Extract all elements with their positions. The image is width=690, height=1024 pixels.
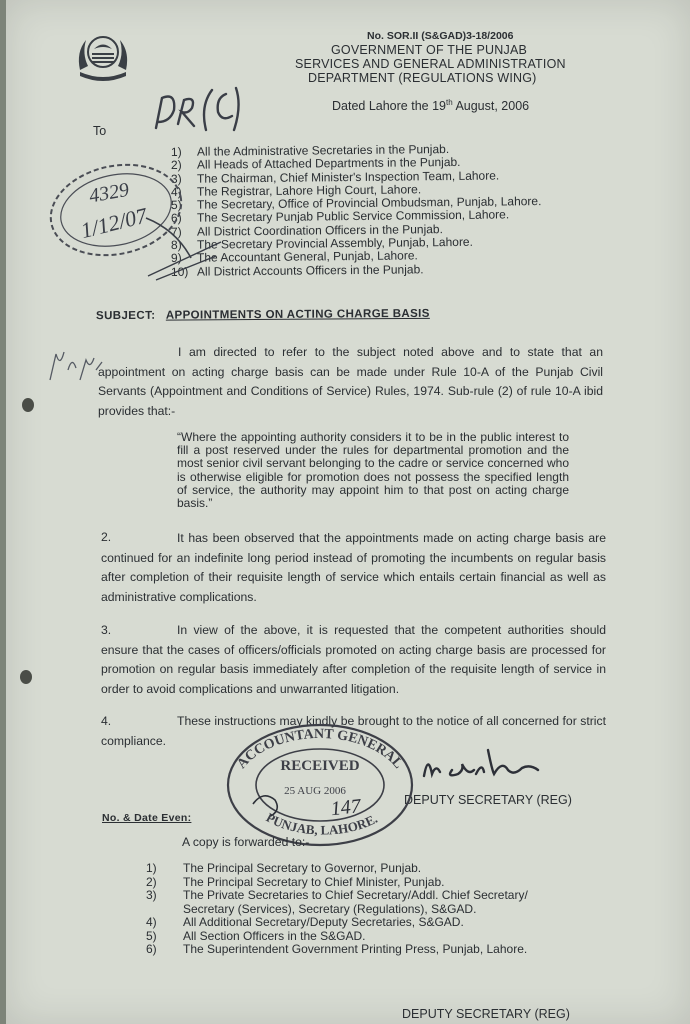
item-text: The Secretary Provincial Assembly, Punjab, Lahore. <box>196 234 473 252</box>
paragraph-4-number: 4. <box>101 714 112 728</box>
date-superscript: th <box>445 98 453 107</box>
copy-forwarded-intro: A copy is forwarded to:- <box>182 835 310 849</box>
item-number: 10) <box>170 264 189 279</box>
addressee-list <box>171 144 541 277</box>
signatory-designation: DEPUTY SECRETARY (REG) <box>404 793 572 807</box>
item-text: The Secretary Punjab Public Service Commission, Lahore. <box>196 207 510 226</box>
copy-item <box>146 876 528 890</box>
item-number: 8) <box>170 237 182 253</box>
paragraph-3: In view of the above, it is requested that the competent authorities should ensure that the cases of officers/officials promoted on acting charge basis are processed for promotion on regular basis immediately after completion of the requisite length of service in order to avoid complications and unwarranted litigation. <box>101 623 606 696</box>
item-number: 3) <box>170 171 182 186</box>
copy-item-text: The Private Secretaries to Chief Secretary/Addl. Chief Secretary/ <box>183 888 528 902</box>
item-text: All District Accounts Officers in the Punjab. <box>196 261 424 279</box>
punch-hole <box>22 398 34 412</box>
item-number: 4) <box>170 184 182 199</box>
copy-item <box>146 930 528 944</box>
subject-label: SUBJECT: <box>95 309 156 323</box>
stamp-date: 25 AUG 2006 <box>284 785 346 797</box>
stamp-handwritten-number: 147 <box>329 795 362 821</box>
copy-item-number: 5) <box>146 928 157 943</box>
diary-date: 1/12/07 <box>78 202 150 244</box>
copy-item <box>146 862 528 876</box>
item-text: All Heads of Attached Departments in the Punjab. <box>196 155 461 172</box>
addressee-item <box>171 262 542 279</box>
copy-item-text: The Principal Secretary to Governor, Punjab. <box>183 861 422 875</box>
paragraph-4: These instructions may kindly be brought to the notice of all concerned for strict compliance. <box>101 714 606 748</box>
subject-line <box>96 308 430 322</box>
letter-date <box>332 98 529 113</box>
paragraph-3-number: 3. <box>101 623 112 637</box>
item-text: All District Coordination Officers in the Punjab. <box>196 221 443 239</box>
item-text: The Accountant General, Punjab, Lahore. <box>196 248 418 266</box>
org-title-line2: SERVICES AND GENERAL ADMINISTRATION <box>295 57 566 71</box>
punjab-government-emblem-icon <box>72 26 134 84</box>
copy-item-number: 6) <box>146 942 157 956</box>
handwritten-initials <box>146 84 246 136</box>
copy-item-number: 4) <box>146 915 157 929</box>
paragraph-2-number: 2. <box>101 530 112 544</box>
copy-item-number: 3) <box>146 888 157 902</box>
copy-item-text: The Superintendent Government Printing Press, Punjab, Lahore. <box>183 942 528 956</box>
paragraph-2: It has been observed that the appointments made on acting charge basis are continued for an indefinite long period instead of promoting the incumbents on regular basis after completion of their requisite length of service which entails certain financial as well as administrative complications. <box>101 531 606 604</box>
item-number: 6) <box>170 211 182 226</box>
stamp-received: RECEIVED <box>280 758 360 774</box>
subject-title: APPOINTMENTS ON ACTING CHARGE BASIS <box>165 307 430 322</box>
copy-item <box>146 916 528 930</box>
copy-item <box>146 943 528 957</box>
copy-item-text: The Principal Secretary to Chief Minister, Punjab. <box>183 874 445 889</box>
copy-list <box>146 862 528 957</box>
quoted-rule: “Where the appointing authority considers it to be in the public interest to fill a post reserved under the rules for departmental promotion and the most senior civil servant belonging to the cadre or service concerned who is otherwise eligible for promotion does not possess the specified length of service, the authority may appoint him to that post on acting charge basis.” <box>177 430 569 511</box>
stamp-top-arc: ACCOUNTANT GENERAL <box>234 726 406 772</box>
item-number: 9) <box>170 251 182 266</box>
item-number: 2) <box>170 158 182 173</box>
copy-item <box>146 889 528 903</box>
item-number: 7) <box>170 224 182 239</box>
org-title-line3: DEPARTMENT (REGULATIONS WING) <box>308 71 537 85</box>
copy-item-continuation <box>146 903 528 917</box>
diary-number: 4329 <box>87 178 131 208</box>
date-suffix: August, 2006 <box>452 99 530 114</box>
stamp-bottom-arc: PUNJAB, LAHORE. <box>263 809 380 838</box>
org-title-line1: GOVERNMENT OF THE PUNJAB <box>331 43 528 57</box>
no-and-date-even-label: No. & Date Even: <box>102 812 192 824</box>
item-text: The Secretary, Office of Provincial Ombudsman, Punjab, Lahore. <box>196 194 542 212</box>
item-text: The Registrar, Lahore High Court, Lahore. <box>196 182 422 199</box>
signature <box>418 740 568 790</box>
punch-hole <box>20 670 32 684</box>
item-number: 1) <box>170 144 182 159</box>
copy-item-number: 2) <box>146 874 157 889</box>
copy-item-text: All Additional Secretary/Deputy Secretaries, S&GAD. <box>183 915 464 929</box>
paragraph-1: I am directed to refer to the subject noted above and to state that an appointment on acting charge basis can be made under Rule 10-A of the Punjab Civil Servants (Appointment and Conditions of Service) Rules, 1974. Sub-rule (2) of rule 10-A ibid provides that:- <box>98 345 603 418</box>
copy-item-text: Secretary (Services), Secretary (Regulations), S&GAD. <box>183 901 477 916</box>
item-number: 5) <box>170 198 182 213</box>
item-text: All the Administrative Secretaries in the Punjab. <box>196 142 450 159</box>
to-label: To <box>93 124 107 138</box>
item-text: The Chairman, Chief Minister's Inspection Team, Lahore. <box>196 168 500 186</box>
copy-item-number: 1) <box>146 861 157 875</box>
received-stamp <box>223 720 418 850</box>
date-prefix: Dated Lahore the 19 <box>332 99 446 114</box>
letter-page <box>6 0 690 1024</box>
copy-item-text: All Section Officers in the S&GAD. <box>183 928 366 943</box>
reference-number: No. SOR.II (S&GAD)3-18/2006 <box>367 30 514 42</box>
copy-signatory-designation: DEPUTY SECRETARY (REG) <box>402 1007 570 1021</box>
pen-strike-marks <box>146 236 226 286</box>
